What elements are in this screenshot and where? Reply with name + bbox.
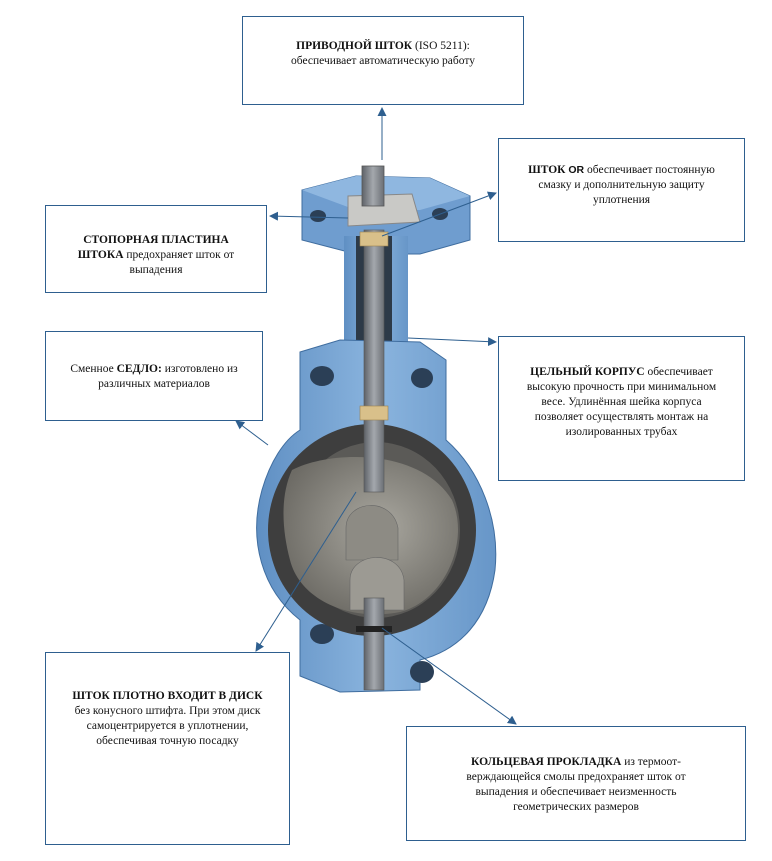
stem-or-line2: смазку и дополнительную защиту — [538, 179, 705, 191]
body-line1: обеспечивает — [647, 366, 713, 378]
seat-line1: изготовлено из — [164, 363, 238, 375]
stem-disc-line4: обеспечивая точную посадку — [96, 735, 239, 747]
arrow-seat — [236, 421, 268, 445]
flange-bolt-hole-left — [310, 210, 326, 222]
stem-or-line1: обеспечивает постоянную — [587, 164, 715, 176]
stem-or-line3: уплотнения — [592, 194, 651, 206]
stem-disc-line2: без конусного штифта. При этом диск — [74, 705, 261, 717]
stem-bushing-lower — [360, 406, 388, 420]
callout-ring-gasket — [406, 726, 746, 841]
stem-or-heading: ШТОК — [528, 164, 566, 176]
stopper-plate-heading-2: ШТОКА — [77, 249, 124, 261]
body-heading: ЦЕЛЬНЫЙ КОРПУС — [530, 366, 645, 378]
ring-gasket-line4: геометрических размеров — [513, 801, 639, 813]
actuator-stem-text: обеспечивает автоматическую работу — [291, 55, 475, 67]
drive-stem-top — [362, 166, 384, 206]
callout-stopper-plate — [45, 205, 267, 293]
body-bolt-hole-top-right — [411, 368, 433, 388]
stopper-plate-line3: выпадения — [129, 264, 183, 276]
ring-gasket-line1: из термоот- — [624, 756, 681, 768]
actuator-stem-heading: ПРИВОДНОЙ ШТОК — [296, 40, 413, 52]
arrow-body — [408, 338, 496, 342]
body-line4: позволяет осуществлять монтаж на — [534, 411, 709, 423]
stopper-plate-line2: предохраняет шток от — [126, 249, 235, 261]
ring-gasket-line3: выпадения и обеспечивает неизменность — [475, 786, 677, 798]
stem-disc-line3: самоцентрируется в уплотнении, — [86, 720, 249, 732]
seat-heading: СЕДЛО: — [116, 363, 162, 375]
body-line3: весе. Удлинённая шейка корпуса — [541, 396, 702, 408]
callout-seat — [45, 331, 263, 421]
ring-gasket-heading: КОЛЬЦЕВАЯ ПРОКЛАДКА — [471, 756, 622, 768]
actuator-stem-standard: (ISO 5211): — [415, 40, 470, 52]
callout-body — [498, 336, 745, 481]
seat-line2: различных материалов — [98, 378, 210, 390]
body-line2: высокую прочность при минимальном — [526, 381, 717, 393]
ring-gasket-line2: верждающейся смолы предохраняет шток от — [466, 771, 686, 783]
body-line5: изолированных трубах — [565, 426, 678, 438]
stem-or-badge: OR — [568, 164, 585, 176]
callout-actuator-stem — [242, 16, 524, 105]
stem-bushing-upper — [360, 232, 388, 246]
stem-disc-heading: ШТОК ПЛОТНО ВХОДИТ В ДИСК — [72, 690, 263, 702]
callout-stem-or — [498, 138, 745, 242]
seat-prefix: Сменное — [70, 363, 114, 375]
stopper-plate-heading: СТОПОРНАЯ ПЛАСТИНА — [83, 234, 229, 246]
callout-stem-disc — [45, 652, 290, 845]
body-bolt-hole-bottom-right — [410, 661, 434, 683]
body-bolt-hole-top-left — [310, 366, 334, 386]
